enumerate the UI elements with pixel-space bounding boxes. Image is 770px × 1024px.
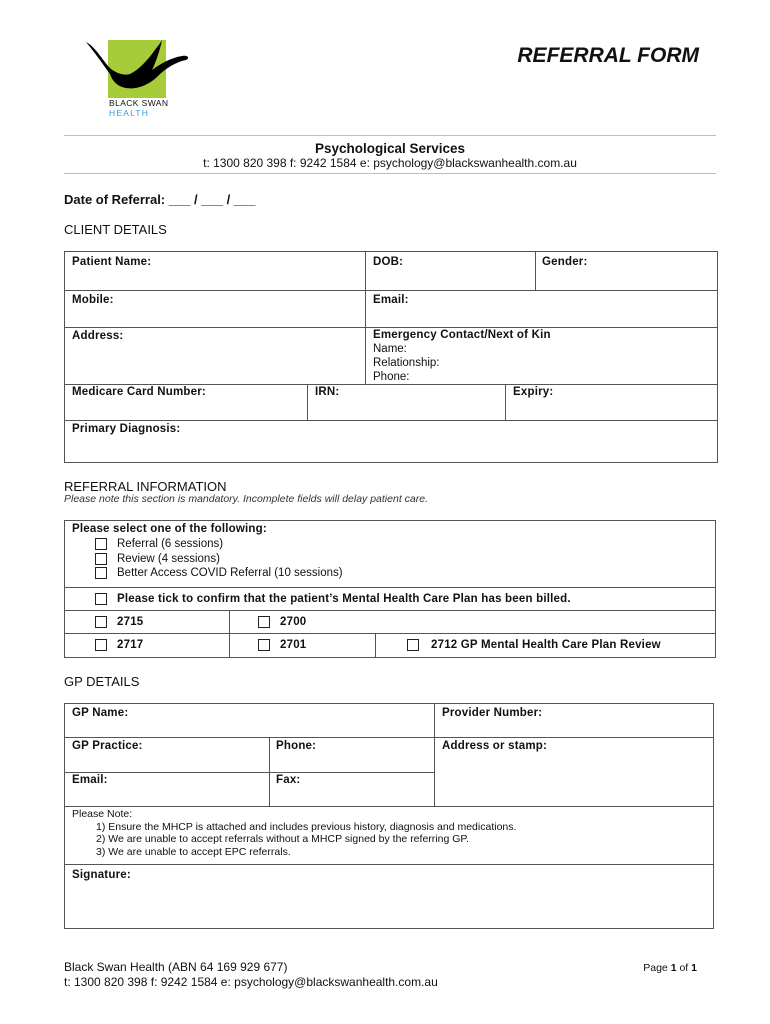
page-label: Page — [643, 962, 668, 974]
service-title: Psychological Services — [314, 141, 466, 156]
code-2701-row[interactable] — [258, 638, 306, 653]
option-referral[interactable] — [95, 537, 343, 552]
select-prompt: Please select one of the following: — [72, 523, 267, 535]
email-field[interactable]: Email: — [373, 294, 409, 306]
client-details-table — [64, 251, 718, 463]
code-2717-label: 2717 — [117, 639, 144, 652]
irn-field[interactable]: IRN: — [315, 386, 340, 398]
option-label: Referral (6 sessions) — [117, 538, 224, 551]
option-label: Better Access COVID Referral (10 sessions) — [117, 567, 343, 580]
referral-options-table — [64, 520, 716, 658]
emergency-contact-title: Emergency Contact/Next of Kin — [373, 329, 551, 341]
referral-checkbox[interactable] — [95, 538, 107, 550]
option-covid-referral[interactable] — [95, 566, 343, 581]
logo-line-1: BLACK SWAN — [109, 98, 169, 108]
emergency-relationship-label: Relationship: — [373, 357, 440, 369]
confirm-billed-row[interactable] — [95, 592, 571, 607]
note-item: 2) We are unable to accept referrals without a MHCP signed by the referring GP. — [96, 833, 469, 845]
address-stamp-field[interactable]: Address or stamp: — [442, 740, 548, 752]
code-2717-checkbox[interactable] — [95, 639, 107, 651]
confirm-billed-label: Please tick to confirm that the patient’s Mental Health Care Plan has been billed. — [117, 593, 571, 606]
patient-name-field[interactable]: Patient Name: — [72, 256, 152, 268]
option-review[interactable] — [95, 552, 343, 567]
service-contact: t: 1300 820 398 f: 9242 1584 e: psychology@blackswanhealth.com.au — [203, 156, 577, 170]
code-2700-label: 2700 — [280, 616, 307, 629]
date-of-referral[interactable]: Date of Referral: ___ / ___ / ___ — [64, 192, 256, 207]
form-title: REFERRAL FORM — [517, 44, 699, 67]
referral-type-options — [95, 537, 343, 581]
gp-details-heading: GP DETAILS — [64, 674, 140, 689]
signature-field[interactable]: Signature: — [72, 869, 131, 881]
page-current: 1 — [670, 962, 677, 974]
page-number — [0, 962, 697, 974]
emergency-phone-label: Phone: — [373, 371, 410, 383]
code-2712-label: 2712 GP Mental Health Care Plan Review — [431, 639, 661, 652]
gp-details-table — [64, 703, 714, 929]
mobile-field[interactable]: Mobile: — [72, 294, 114, 306]
code-2717-row[interactable] — [95, 638, 143, 653]
code-2712-checkbox[interactable] — [407, 639, 419, 651]
covid-referral-checkbox[interactable] — [95, 567, 107, 579]
gp-practice-field[interactable]: GP Practice: — [72, 740, 143, 752]
gp-email-field[interactable]: Email: — [72, 774, 108, 786]
note-item: 1) Ensure the MHCP is attached and includes previous history, diagnosis and medications. — [96, 820, 517, 833]
code-2701-checkbox[interactable] — [258, 639, 270, 651]
emergency-contact-block[interactable] — [373, 328, 551, 384]
dob-field[interactable]: DOB: — [373, 256, 404, 268]
gp-phone-field[interactable]: Phone: — [276, 740, 317, 752]
page-total: 1 — [691, 962, 697, 974]
bottom-rule — [64, 173, 716, 174]
logo-line-2: HEALTH — [109, 108, 150, 118]
please-note-block — [72, 808, 516, 858]
review-checkbox[interactable] — [95, 553, 107, 565]
referral-mandatory-note: Please note this section is mandatory. Incomplete fields will delay patient care. — [64, 493, 428, 505]
page-of: of — [679, 962, 689, 974]
code-2700-row[interactable] — [258, 615, 306, 630]
code-2700-checkbox[interactable] — [258, 616, 270, 628]
option-label: Review (4 sessions) — [117, 552, 220, 565]
gp-name-field[interactable]: GP Name: — [72, 707, 129, 719]
please-note-label: Please Note: — [72, 808, 133, 820]
referral-info-heading: REFERRAL INFORMATION — [64, 479, 227, 494]
logo-wordmark — [109, 98, 168, 118]
expiry-field[interactable]: Expiry: — [513, 386, 554, 398]
footer-contact-line: t: 1300 820 398 f: 9242 1584 e: psychology@blackswanhealth.com.au — [64, 975, 438, 989]
footer-org-line: Black Swan Health (ABN 64 169 929 677) — [64, 960, 288, 974]
code-2715-label: 2715 — [117, 616, 144, 629]
address-field[interactable]: Address: — [72, 330, 124, 342]
top-rule — [64, 135, 716, 136]
client-details-heading: CLIENT DETAILS — [64, 222, 167, 237]
confirm-billed-checkbox[interactable] — [95, 593, 107, 605]
medicare-card-field[interactable]: Medicare Card Number: — [72, 386, 206, 398]
primary-diagnosis-field[interactable]: Primary Diagnosis: — [72, 423, 181, 435]
gender-field[interactable]: Gender: — [542, 256, 588, 268]
emergency-name-label: Name: — [373, 343, 407, 355]
code-2715-checkbox[interactable] — [95, 616, 107, 628]
code-2712-row[interactable] — [407, 638, 661, 653]
note-item: 3) We are unable to accept EPC referrals. — [96, 845, 291, 858]
gp-fax-field[interactable]: Fax: — [276, 774, 301, 786]
code-2715-row[interactable] — [95, 615, 143, 630]
provider-number-field[interactable]: Provider Number: — [442, 707, 543, 719]
code-2701-label: 2701 — [280, 639, 307, 652]
